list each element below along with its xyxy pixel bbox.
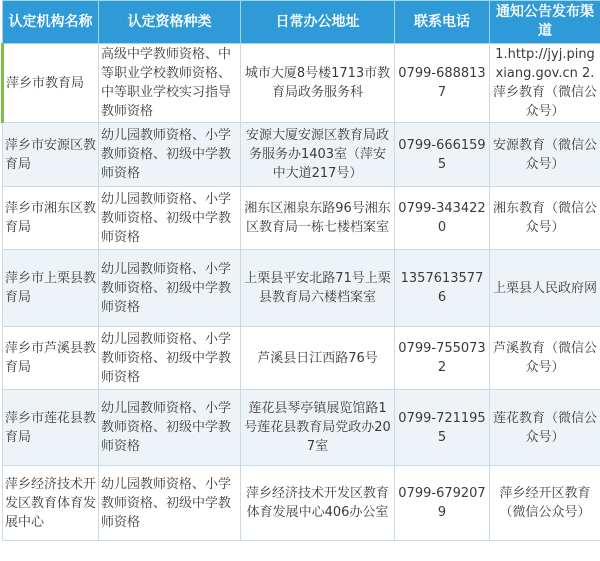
- notice-channel: 安源教育（微信公众号）: [490, 123, 600, 187]
- contact-phone: 0799-7211955: [395, 390, 490, 466]
- qualification-types: 幼儿园教师资格、小学教师资格、初级中学教师资格: [99, 327, 241, 390]
- qualification-types: 幼儿园教师资格、小学教师资格、初级中学教师资格: [99, 390, 241, 466]
- office-address: 城市大厦8号楼1713市教育局政务服务科: [241, 44, 395, 123]
- table-row: [3, 390, 600, 466]
- notice-channel: 莲花教育（微信公众号）: [490, 390, 600, 466]
- contact-phone: 0799-3434220: [395, 187, 490, 250]
- table-header-row: [3, 1, 600, 44]
- office-address: 安源大厦安源区教育局政务服务办1403室（萍安中大道217号）: [241, 123, 395, 187]
- qualification-types: 幼儿园教师资格、小学教师资格、初级中学教师资格: [99, 466, 241, 541]
- notice-channel: 芦溪教育（微信公众号）: [490, 327, 600, 390]
- header-channel: 通知公告发布渠道: [490, 1, 600, 44]
- contact-phone: 0799-6792079: [395, 466, 490, 541]
- org-name: 萍乡市湘东区教育局: [3, 187, 99, 250]
- header-org: 认定机构名称: [3, 1, 99, 44]
- org-name: 萍乡市教育局: [3, 44, 99, 123]
- notice-channel: 湘东教育（微信公众号）: [490, 187, 600, 250]
- table-row: [3, 44, 600, 123]
- contact-phone: 13576135776: [395, 250, 490, 327]
- table-row: [3, 187, 600, 250]
- header-phone: 联系电话: [395, 1, 490, 44]
- org-name: 萍乡经济技术开发区教育体育发展中心: [3, 466, 99, 541]
- certification-table: [1, 0, 600, 541]
- table-row: [3, 250, 600, 327]
- contact-phone: 0799-7550732: [395, 327, 490, 390]
- office-address: 湘东区湘泉东路96号湘东区教育局一栋七楼档案室: [241, 187, 395, 250]
- table-row: [3, 327, 600, 390]
- notice-channel: 上栗县人民政府网: [490, 250, 600, 327]
- org-name: 萍乡市上栗县教育局: [3, 250, 99, 327]
- qualification-types: 幼儿园教师资格、小学教师资格、初级中学教师资格: [99, 123, 241, 187]
- office-address: 上栗县平安北路71号上栗县教育局六楼档案室: [241, 250, 395, 327]
- qualification-types: 高级中学教师资格、中等职业学校教师资格、中等职业学校实习指导教师资格: [99, 44, 241, 123]
- header-address: 日常办公地址: [241, 1, 395, 44]
- office-address: 莲花县琴亭镇展览馆路1号莲花县教育局党政办207室: [241, 390, 395, 466]
- contact-phone: 0799-6888137: [395, 44, 490, 123]
- notice-channel: 1.http://jyj.pingxiang.gov.cn 2.萍乡教育（微信公众号）: [490, 44, 600, 123]
- office-address: 萍乡经济技术开发区教育体育发展中心406办公室: [241, 466, 395, 541]
- qualification-types: 幼儿园教师资格、小学教师资格、初级中学教师资格: [99, 250, 241, 327]
- qualification-types: 幼儿园教师资格、小学教师资格、初级中学教师资格: [99, 187, 241, 250]
- office-address: 芦溪县日江西路76号: [241, 327, 395, 390]
- table-row: [3, 466, 600, 541]
- notice-channel: 萍乡经开区教育（微信公众号）: [490, 466, 600, 541]
- org-name: 萍乡市莲花县教育局: [3, 390, 99, 466]
- table-row: [3, 123, 600, 187]
- org-name: 萍乡市芦溪县教育局: [3, 327, 99, 390]
- header-types: 认定资格种类: [99, 1, 241, 44]
- contact-phone: 0799-6661595: [395, 123, 490, 187]
- org-name: 萍乡市安源区教育局: [3, 123, 99, 187]
